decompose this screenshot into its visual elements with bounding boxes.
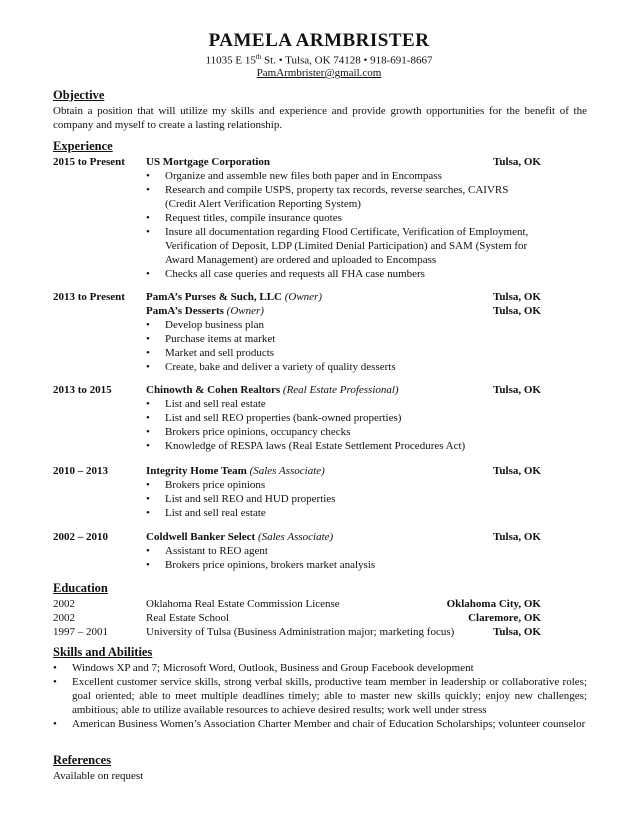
address-street: 11035 E 15: [205, 54, 256, 67]
job-company: Coldwell Banker Select: [146, 531, 256, 543]
list-item: • Brokers price opinions, occupancy checks: [146, 425, 541, 439]
list-item: • Brokers price opinions, brokers market analysis: [146, 558, 541, 572]
list-item: • List and sell real estate: [146, 397, 541, 411]
education-desc: University of Tulsa (Business Administration major; marketing focus): [146, 626, 455, 638]
skills-list: [53, 661, 587, 731]
education-location: Claremore, OK: [468, 612, 541, 624]
job-role: (Sales Associate): [257, 531, 334, 543]
list-item: • Insure all documentation regarding Flood Certificate, Verification of Employment, Verification of Deposit, LDP (Limited Denial Participation) and SAM (System for Award Management) are ordered and uploaded to Encompass: [146, 225, 541, 267]
job-dates: 2013 to Present: [53, 291, 125, 303]
list-item: • American Business Women’s Association Charter Member and chair of Education Scholarships; volunteer counselor: [53, 717, 587, 731]
job-dates: 2015 to Present: [53, 156, 125, 168]
job-role: (Sales Associate): [249, 465, 325, 477]
list-item: • Request titles, compile insurance quotes: [146, 211, 541, 225]
job-role: (Real Estate Professional): [282, 384, 399, 396]
list-item: • Checks all case queries and requests all FHA case numbers: [146, 267, 541, 281]
list-item: • Windows XP and 7; Microsoft Word, Outlook, Business and Group Facebook development: [53, 661, 587, 675]
candidate-name: PAMELA ARMBRISTER: [208, 30, 430, 51]
objective-heading: Objective: [53, 88, 105, 102]
education-desc: Real Estate School: [146, 612, 230, 624]
job-duties-list: [146, 169, 541, 281]
job-role-2: (Owner): [226, 305, 264, 317]
experience-heading: Experience: [53, 139, 113, 153]
job-company: Integrity Home Team: [146, 465, 247, 477]
list-item: • Excellent customer service skills, strong verbal skills, productive team member in leadership or collaborative roles; goal oriented; able to meet multiple deadlines timely; able to master new skills quickly; enjoy new challenges; ambitious; able to utilize available resources to achieve desired results; work well under stress: [53, 675, 587, 717]
job-company: US Mortgage Corporation: [146, 156, 271, 168]
job-company-line: [146, 464, 325, 478]
education-year: 2002: [53, 612, 75, 624]
job-location: Tulsa, OK: [493, 291, 541, 303]
job-dates: 2010 – 2013: [53, 465, 108, 477]
education-heading: Education: [53, 581, 108, 595]
address-ordinal: th: [255, 53, 262, 61]
job-duties-list: [146, 318, 541, 374]
references-heading: References: [53, 753, 112, 767]
job-location: Tulsa, OK: [493, 384, 541, 396]
job-location: Tulsa, OK: [493, 156, 541, 168]
references-text: Available on request: [53, 770, 144, 782]
job-role: (Owner): [284, 291, 323, 303]
list-item: • Research and compile USPS, property tax records, reverse searches, CAIVRS (Credit Alert Verification Reporting System): [146, 183, 541, 211]
address-rest: St. • Tulsa, OK 74128 • 918-691-8667: [261, 54, 433, 67]
education-year: 1997 – 2001: [53, 626, 108, 638]
job-company-line-2: [146, 304, 264, 318]
list-item: • Develop business plan: [146, 318, 541, 332]
job-location: Tulsa, OK: [493, 531, 541, 543]
education-location: Oklahoma City, OK: [446, 598, 541, 610]
skills-heading: Skills and Abilities: [53, 645, 153, 659]
list-item: • Organize and assemble new files both paper and in Encompass: [146, 169, 541, 183]
list-item: • Knowledge of RESPA laws (Real Estate Settlement Procedures Act): [146, 439, 541, 453]
objective-text: Obtain a position that will utilize my skills and experience and provide growth opportunities for the benefit of the company and myself to create a lasting relationship.: [53, 105, 587, 131]
job-company: PamA’s Purses & Such, LLC: [146, 291, 282, 303]
education-location: Tulsa, OK: [493, 626, 541, 638]
education-year: 2002: [53, 598, 75, 610]
list-item: • List and sell REO properties (bank-owned properties): [146, 411, 541, 425]
job-dates: 2002 – 2010: [53, 531, 108, 543]
list-item: • Assistant to REO agent: [146, 544, 541, 558]
list-item: • Brokers price opinions: [146, 478, 541, 492]
job-duties-list: [146, 478, 541, 520]
job-duties-list: [146, 544, 541, 572]
list-item: • Market and sell products: [146, 346, 541, 360]
job-dates: 2013 to 2015: [53, 384, 112, 396]
education-desc: Oklahoma Real Estate Commission License: [146, 598, 340, 610]
list-item: • Purchase items at market: [146, 332, 541, 346]
job-company-2: PamA’s Desserts: [146, 305, 224, 317]
job-company: Chinowth & Cohen Realtors: [146, 384, 281, 396]
list-item: • Create, bake and deliver a variety of quality desserts: [146, 360, 541, 374]
list-item: • List and sell real estate: [146, 506, 541, 520]
job-location: Tulsa, OK: [493, 465, 541, 477]
job-company-line: [146, 530, 333, 544]
job-duties-list: [146, 397, 541, 453]
job-company-line: [146, 290, 322, 304]
list-item: • List and sell REO and HUD properties: [146, 492, 541, 506]
contact-email-link[interactable]: PamArmbrister@gmail.com: [256, 67, 382, 79]
contact-address: [0, 53, 638, 67]
job-location-2: Tulsa, OK: [493, 305, 541, 317]
job-company-line: [146, 383, 399, 397]
